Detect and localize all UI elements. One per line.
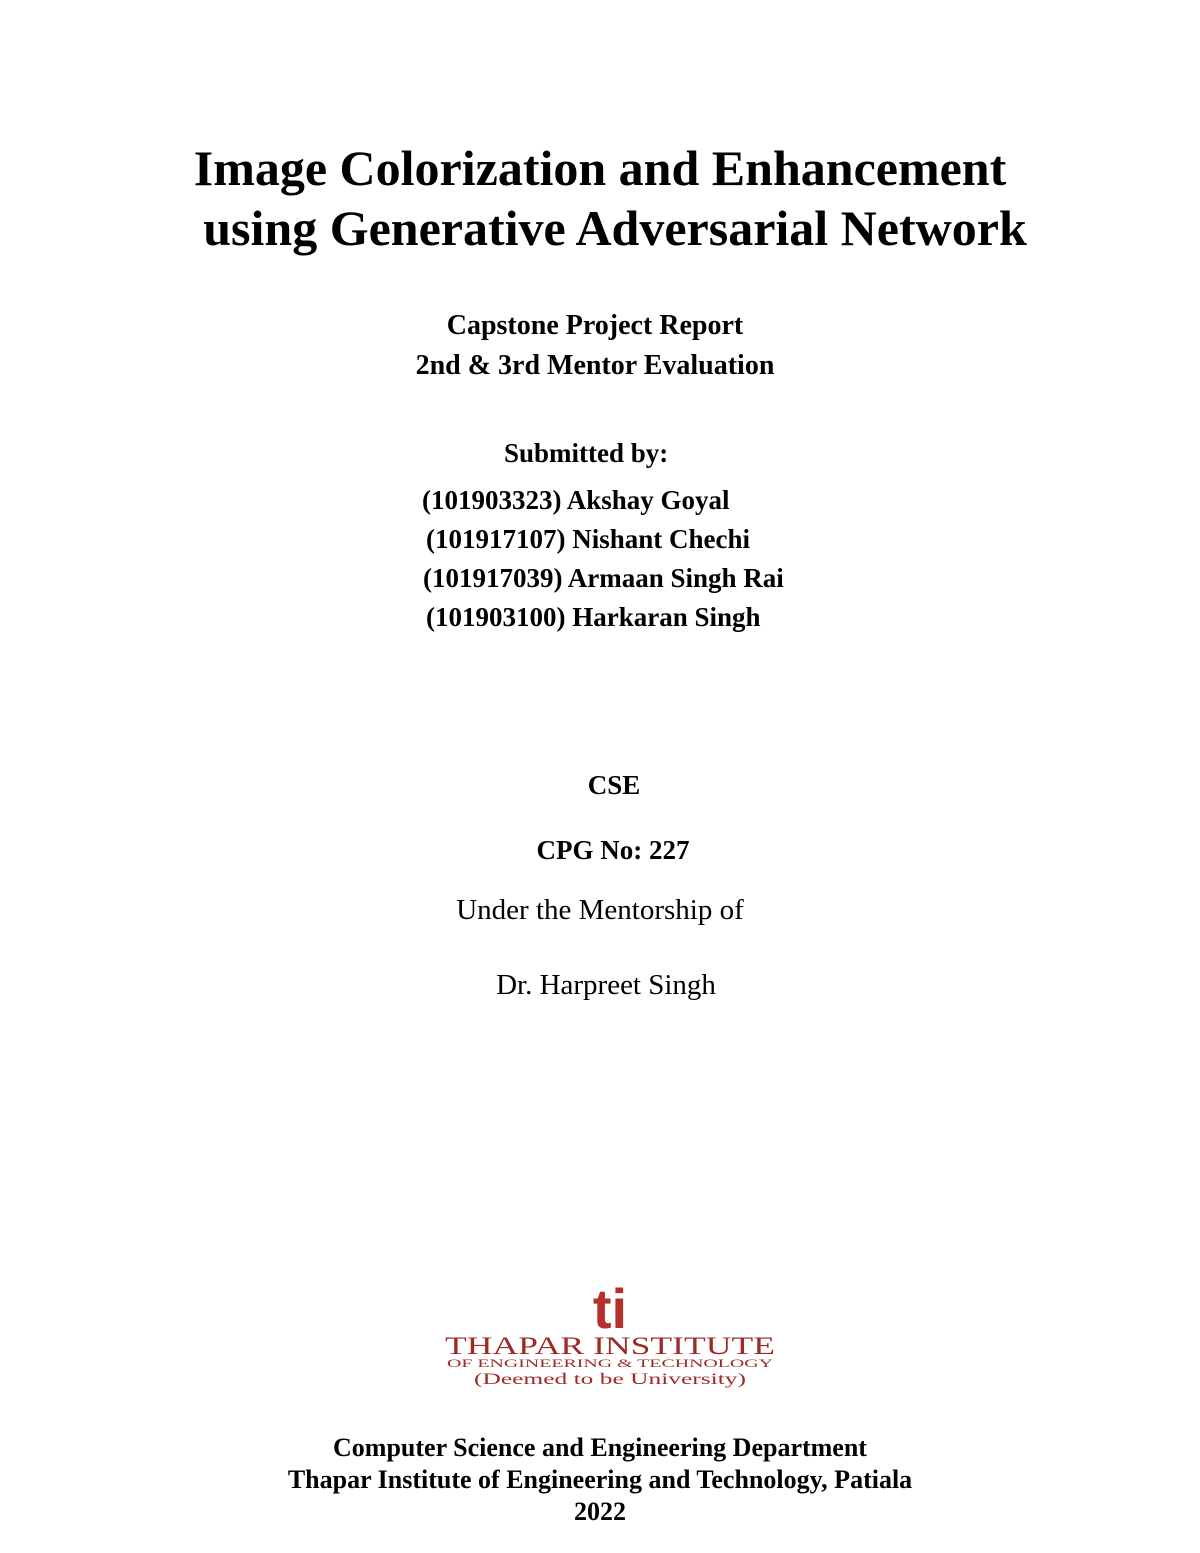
- department-short: CSE: [587, 770, 641, 800]
- logo-line-2: OF ENGINEERING & TECHNOLOGY: [447, 1356, 774, 1370]
- footer-year: 2022: [574, 1497, 626, 1526]
- footer-institute: Thapar Institute of Engineering and Technology, Patiala: [287, 1465, 913, 1494]
- thapar-institute-logo: [440, 1280, 780, 1392]
- member-4: (101903100) Harkaran Singh: [426, 602, 761, 632]
- submitted-by-label: Submitted by:: [504, 438, 669, 468]
- mentor-name: Dr. Harpreet Singh: [496, 969, 716, 1001]
- member-1: (101903323) Akshay Goyal: [422, 485, 730, 515]
- footer: [0, 1432, 1200, 1528]
- title-line-2: using Generative Adversarial Network: [203, 200, 1027, 256]
- logo-line-1: THAPAR INSTITUTE: [445, 1333, 775, 1360]
- member-2: (101917107) Nishant Chechi: [426, 524, 751, 554]
- report-subtitle: [0, 306, 1195, 386]
- footer-department: Computer Science and Engineering Department: [333, 1433, 867, 1462]
- cpg-number: CPG No: 227: [536, 835, 690, 865]
- member-3: (101917039) Armaan Singh Rai: [423, 563, 784, 593]
- subtitle-line-1: Capstone Project Report: [446, 310, 744, 341]
- mentor-label: Under the Mentorship of: [456, 894, 744, 926]
- title-line-1: Image Colorization and Enhancement: [193, 140, 1007, 196]
- subtitle-line-2: 2nd & 3rd Mentor Evaluation: [415, 350, 775, 381]
- logo-ti-mark: ti: [592, 1280, 628, 1340]
- logo-line-3: (Deemed to be University): [474, 1371, 746, 1388]
- report-title: [0, 138, 1200, 258]
